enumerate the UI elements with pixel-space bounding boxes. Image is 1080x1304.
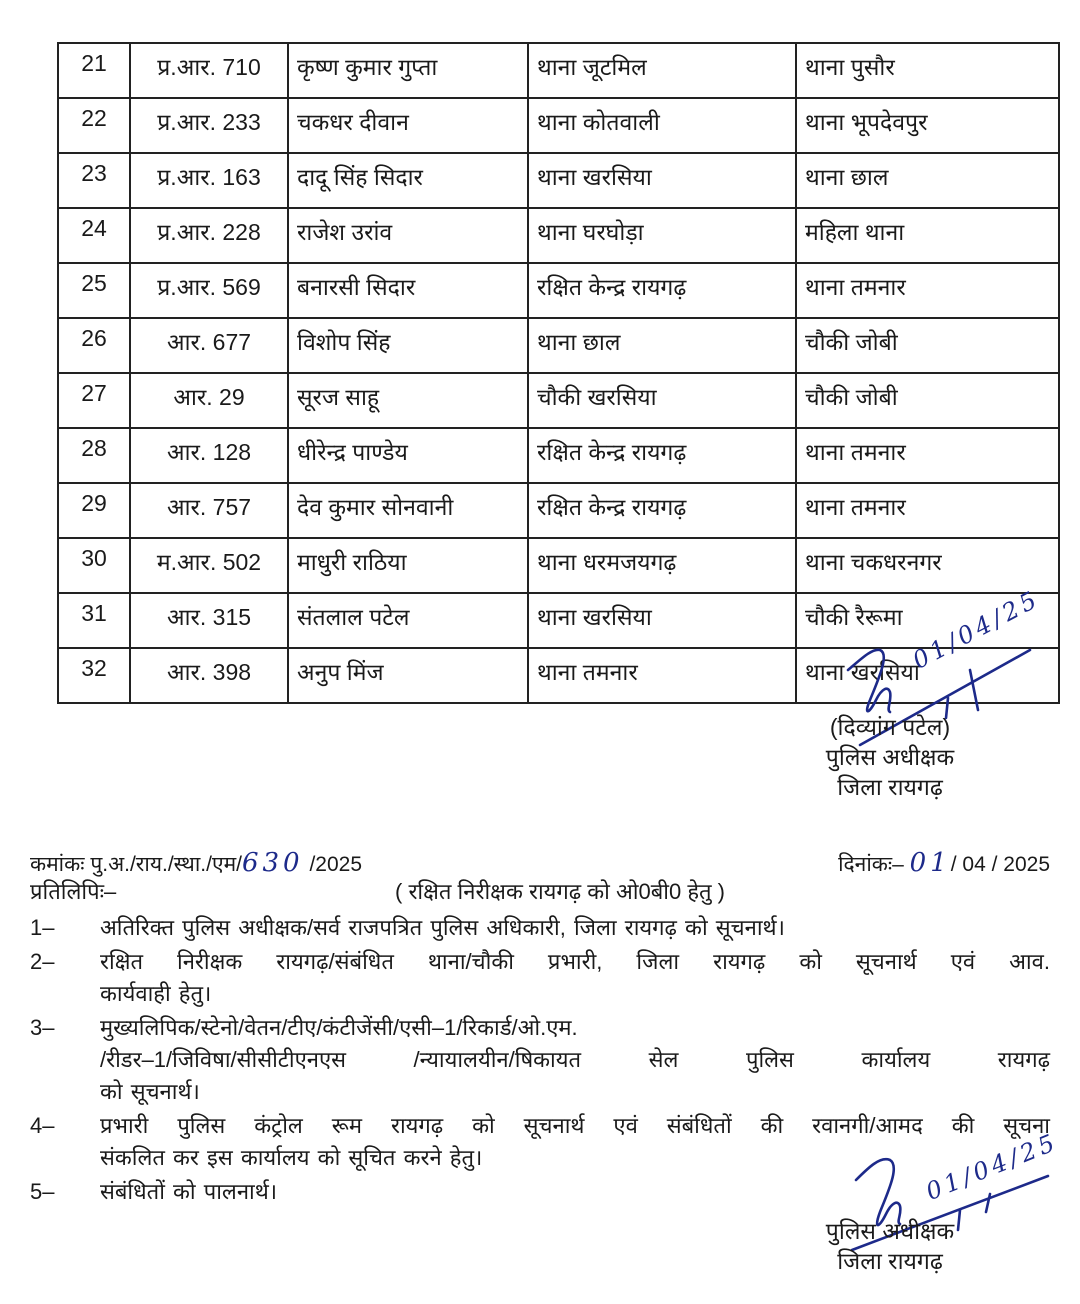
serial-number-cell: 25 — [58, 263, 130, 318]
table-row — [58, 153, 1059, 208]
transfer-table — [57, 42, 1060, 704]
current-posting-cell: थाना छाल — [528, 318, 796, 373]
new-posting-cell: थाना चकधरनगर — [796, 538, 1059, 593]
table-row — [58, 98, 1059, 153]
name-cell: धीरेन्द्र पाण्डेय — [288, 428, 528, 483]
copy-line — [30, 876, 1050, 906]
transfer-table-body — [58, 43, 1059, 703]
current-posting-cell: थाना धरमजयगढ़ — [528, 538, 796, 593]
current-posting-cell: थाना खरसिया — [528, 593, 796, 648]
signatory-district: जिला रायगढ़ — [837, 774, 943, 800]
current-posting-cell: रक्षित केन्द्र रायगढ़ — [528, 428, 796, 483]
serial-number-cell: 31 — [58, 593, 130, 648]
current-posting-cell: चौकी खरसिया — [528, 373, 796, 428]
signature-2-handwritten-date: 01/04/25 — [922, 1127, 1063, 1206]
name-cell: कृष्ण कुमार गुप्ता — [288, 43, 528, 98]
current-posting-cell: थाना तमनार — [528, 648, 796, 703]
date-label: दिनांकः– — [838, 853, 910, 876]
new-posting-cell: चौकी जोबी — [796, 373, 1059, 428]
signatory-district-2: जिला रायगढ़ — [837, 1248, 943, 1274]
signature-1-block — [800, 712, 980, 802]
distribution-item-line: कार्यवाही हेतु। — [100, 981, 212, 1006]
name-cell: देव कुमार सोनवानी — [288, 483, 528, 538]
current-posting-cell: रक्षित केन्द्र रायगढ़ — [528, 483, 796, 538]
serial-number-cell: 29 — [58, 483, 130, 538]
serial-number-cell: 22 — [58, 98, 130, 153]
distribution-item-line: रक्षित निरीक्षक रायगढ़/संबंधित थाना/चौकी प्रभारी, जिला रायगढ़ को सूचनार्थ एवं आव. — [100, 949, 1050, 974]
table-row — [58, 263, 1059, 318]
rank-number-cell: प्र.आर. 163 — [130, 153, 288, 208]
reference-date — [838, 848, 1050, 878]
distribution-item-line: अतिरिक्त पुलिस अधीक्षक/सर्व राजपत्रित पुलिस अधिकारी, जिला रायगढ़ को सूचनार्थ। — [100, 915, 785, 940]
current-posting-cell: थाना घरघोड़ा — [528, 208, 796, 263]
new-posting-cell: थाना तमनार — [796, 483, 1059, 538]
distribution-item-line: मुख्यलिपिक/स्टेनो/वेतन/टीए/कंटीजेंसी/एसी–1/रिकार्ड/ओ.एम. — [100, 1015, 578, 1040]
serial-number-cell: 21 — [58, 43, 130, 98]
serial-number-cell: 26 — [58, 318, 130, 373]
rank-number-cell: आर. 757 — [130, 483, 288, 538]
distribution-item — [30, 946, 1050, 1010]
name-cell: अनुप मिंज — [288, 648, 528, 703]
signatory-designation-2: पुलिस अधीक्षक — [825, 1218, 955, 1244]
copy-label: प्रतिलिपिः– — [30, 879, 117, 904]
new-posting-cell: थाना तमनार — [796, 263, 1059, 318]
reference-number — [30, 848, 362, 878]
rank-number-cell: आर. 315 — [130, 593, 288, 648]
signature-2-block — [800, 1216, 980, 1276]
signatory-designation: पुलिस अधीक्षक — [825, 744, 955, 770]
current-posting-cell: थाना जूटमिल — [528, 43, 796, 98]
reference-prefix: कमांकः पु.अ./राय./स्था./एम/ — [30, 853, 242, 876]
reference-handwritten-number: 630 — [241, 848, 304, 878]
distribution-item-number: 1– — [30, 915, 55, 940]
serial-number-cell: 24 — [58, 208, 130, 263]
new-posting-cell: चौकी रैरूमा — [796, 593, 1059, 648]
current-posting-cell: थाना खरसिया — [528, 153, 796, 208]
distribution-item-line: संबंधितों को पालनार्थ। — [100, 1179, 278, 1204]
rank-number-cell: प्र.आर. 710 — [130, 43, 288, 98]
reference-suffix: /2025 — [303, 853, 362, 876]
new-posting-cell: चौकी जोबी — [796, 318, 1059, 373]
rank-number-cell: प्र.आर. 228 — [130, 208, 288, 263]
rank-number-cell: प्र.आर. 233 — [130, 98, 288, 153]
serial-number-cell: 23 — [58, 153, 130, 208]
distribution-item-line: /रीडर–1/जिविषा/सीसीटीएनएस /न्यायालयीन/षिकायत सेल पुलिस कार्यालय रायगढ़ — [100, 1047, 1050, 1072]
signatory-name: (दिव्यांग पटेल) — [829, 714, 951, 740]
distribution-item-number: 3– — [30, 1015, 55, 1040]
current-posting-cell: रक्षित केन्द्र रायगढ़ — [528, 263, 796, 318]
new-posting-cell: थाना छाल — [796, 153, 1059, 208]
distribution-item-number: 2– — [30, 949, 55, 974]
date-handwritten-day: 01 — [909, 848, 951, 878]
table-row — [58, 428, 1059, 483]
copy-note: ( रक्षित निरीक्षक रायगढ़ को ओ0बी0 हेतु ) — [395, 879, 726, 904]
distribution-item-number: 4– — [30, 1113, 55, 1138]
distribution-item-number: 5– — [30, 1179, 55, 1204]
new-posting-cell: थाना पुसौर — [796, 43, 1059, 98]
serial-number-cell: 28 — [58, 428, 130, 483]
table-row — [58, 43, 1059, 98]
distribution-item — [30, 912, 1050, 944]
name-cell: विशोप सिंह — [288, 318, 528, 373]
rank-number-cell: आर. 29 — [130, 373, 288, 428]
rank-number-cell: आर. 128 — [130, 428, 288, 483]
distribution-item-text — [100, 1012, 1050, 1108]
distribution-item-line: को सूचनार्थ। — [100, 1079, 200, 1104]
table-row — [58, 208, 1059, 263]
serial-number-cell: 32 — [58, 648, 130, 703]
serial-number-cell: 30 — [58, 538, 130, 593]
name-cell: दादू सिंह सिदार — [288, 153, 528, 208]
serial-number-cell: 27 — [58, 373, 130, 428]
date-rest: / 04 / 2025 — [950, 853, 1050, 876]
rank-number-cell: म.आर. 502 — [130, 538, 288, 593]
signature-1-handwritten-date: 01/04/25 — [908, 584, 1045, 675]
new-posting-cell: थाना तमनार — [796, 428, 1059, 483]
rank-number-cell: प्र.आर. 569 — [130, 263, 288, 318]
name-cell: बनारसी सिदार — [288, 263, 528, 318]
new-posting-cell: थाना खरसिया — [796, 648, 1059, 703]
new-posting-cell: महिला थाना — [796, 208, 1059, 263]
name-cell: सूरज साहू — [288, 373, 528, 428]
name-cell: चकधर दीवान — [288, 98, 528, 153]
table-row — [58, 538, 1059, 593]
new-posting-cell: थाना भूपदेवपुर — [796, 98, 1059, 153]
distribution-item-text — [100, 912, 1050, 944]
name-cell: संतलाल पटेल — [288, 593, 528, 648]
distribution-item-line: संकलित कर इस कार्यालय को सूचित करने हेतु। — [100, 1145, 483, 1170]
distribution-item-text — [100, 946, 1050, 1010]
table-row — [58, 373, 1059, 428]
table-row — [58, 483, 1059, 538]
rank-number-cell: आर. 677 — [130, 318, 288, 373]
current-posting-cell: थाना कोतवाली — [528, 98, 796, 153]
name-cell: माधुरी राठिया — [288, 538, 528, 593]
table-row — [58, 318, 1059, 373]
distribution-item-line: प्रभारी पुलिस कंट्रोल रूम रायगढ़ को सूचनार्थ एवं संबंधितों की रवानगी/आमद की सूचना — [100, 1113, 1050, 1138]
distribution-item — [30, 1012, 1050, 1108]
name-cell: राजेश उरांव — [288, 208, 528, 263]
rank-number-cell: आर. 398 — [130, 648, 288, 703]
